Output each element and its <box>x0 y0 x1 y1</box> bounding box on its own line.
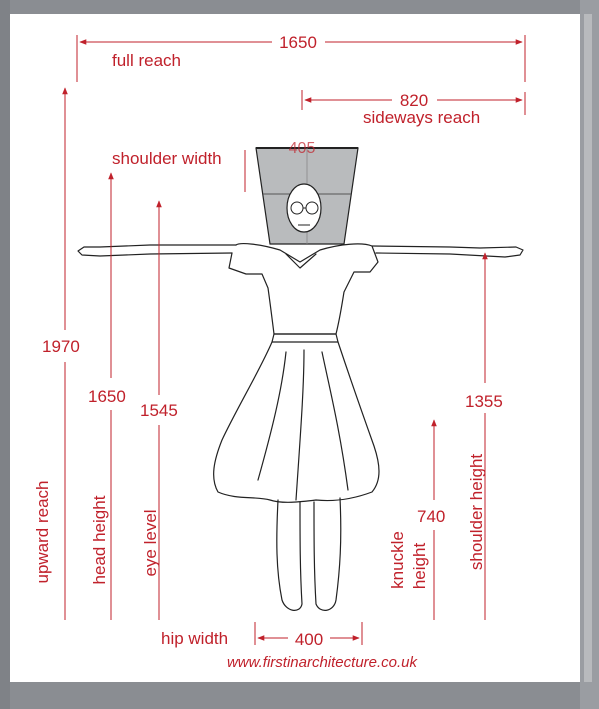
left-leg <box>277 500 302 610</box>
waist-band <box>272 334 338 342</box>
sideways-reach-value: 820 <box>399 91 429 110</box>
skirt-folds <box>258 350 348 500</box>
head-height-value: 1650 <box>88 387 126 406</box>
bucket-head <box>256 148 358 244</box>
eye-level-label: eye level <box>141 509 160 577</box>
left-arm <box>78 245 236 256</box>
credit-url: www.firstinarchitecture.co.uk <box>226 654 418 671</box>
upward-reach-value: 1970 <box>42 337 80 356</box>
blouse <box>229 244 378 334</box>
shoulder-height-value: 1355 <box>465 392 503 411</box>
eye-level-value: 1545 <box>140 401 178 420</box>
knuckle-label-line2: height <box>410 542 429 590</box>
head-height-label: head height <box>90 495 109 585</box>
shoulder-width-label: shoulder width <box>112 149 222 168</box>
skirt <box>214 342 379 502</box>
knuckle-label-line1: knuckle <box>388 531 407 589</box>
hip-width-label: hip width <box>161 629 229 648</box>
shoulder-height-label: shoulder height <box>467 453 486 571</box>
right-arm <box>372 246 523 257</box>
knuckle-height-value: 740 <box>417 507 446 526</box>
shoulder-width-value: 405 <box>288 140 316 157</box>
full-reach-label: full reach <box>112 51 181 70</box>
hip-width-value: 400 <box>294 630 324 649</box>
full-reach-value: 1650 <box>279 33 317 52</box>
right-leg <box>314 498 341 610</box>
upward-reach-label: upward reach <box>33 480 52 584</box>
sideways-reach-label: sideways reach <box>363 108 481 127</box>
